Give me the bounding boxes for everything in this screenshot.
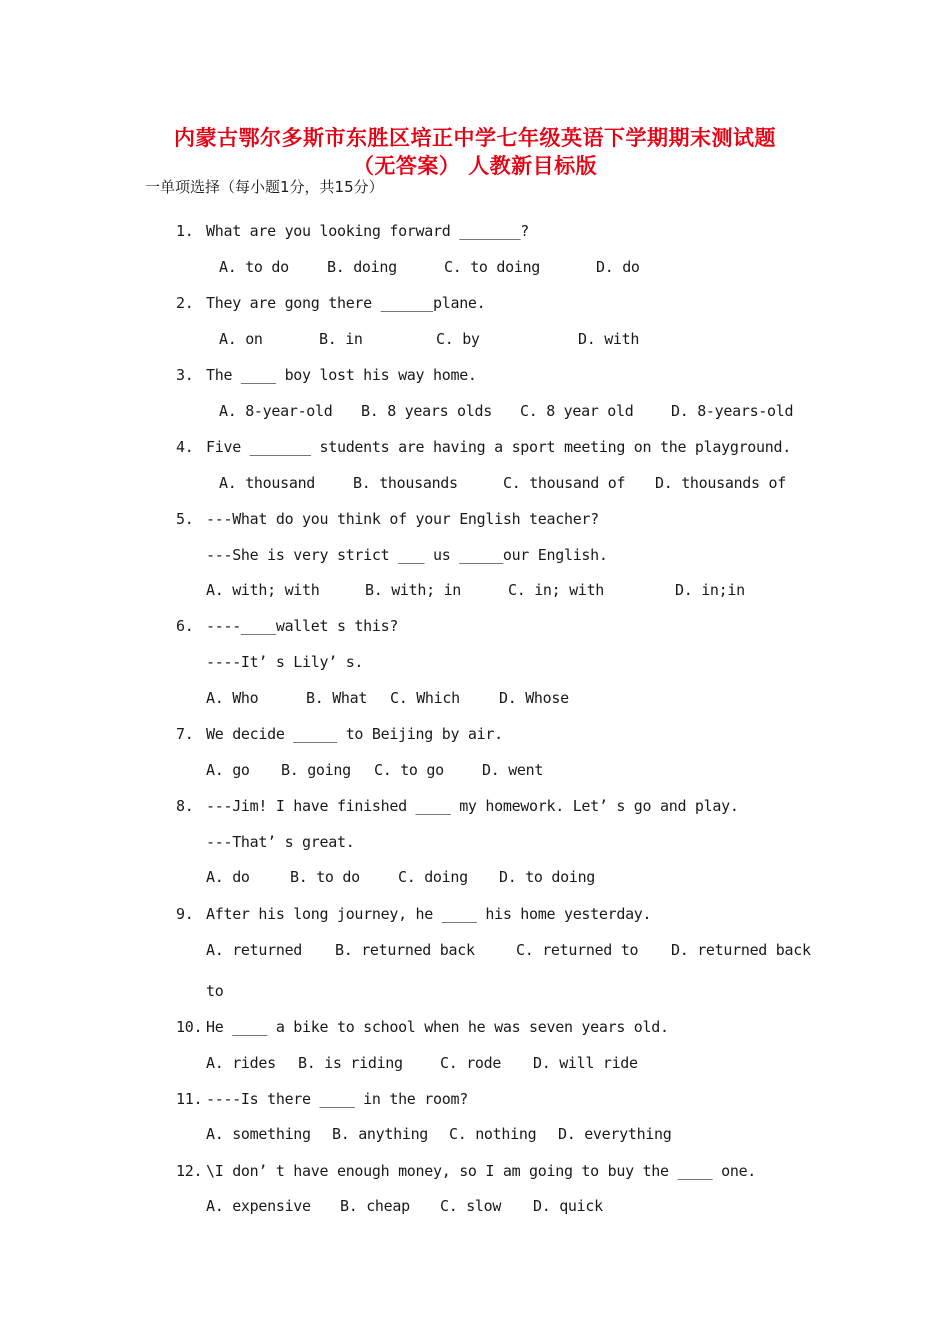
answer-option-d: D. went [482,761,544,779]
answer-option-d: D. in;in [675,581,745,599]
answer-option-wrap: to [206,982,224,1000]
question-number: 3. [176,366,194,384]
answer-option-b: B. returned back [335,941,475,959]
question-dialogue-line: ----It’ s Lily’ s. [206,653,364,671]
answer-option-a: A. on [219,330,263,348]
question-number: 6. [176,617,194,635]
question-dialogue-line: ---That’ s great. [206,833,355,851]
answer-option-d: D. to doing [499,868,596,886]
answer-option-b: B. 8 years olds [361,402,492,420]
answer-option-c: C. slow [440,1197,502,1215]
answer-option-c: C. rode [440,1054,502,1072]
question-number: 5. [176,510,194,528]
answer-option-b: B. thousands [353,474,458,492]
question-stem: ---What do you think of your English teacher? [206,510,599,528]
answer-option-a: A. with; with [206,581,320,599]
answer-option-d: D. will ride [533,1054,638,1072]
answer-option-d: D. thousands of [655,474,786,492]
answer-option-a: A. 8-year-old [219,402,333,420]
answer-option-b: B. What [306,689,368,707]
document-title-line-1: 内蒙古鄂尔多斯市东胜区培正中学七年级英语下学期期末测试题 [174,126,776,150]
answer-option-c: C. 8 year old [520,402,634,420]
question-number: 4. [176,438,194,456]
answer-option-d: D. 8-years-old [671,402,794,420]
answer-option-c: C. returned to [516,941,639,959]
answer-option-a: A. Who [206,689,259,707]
answer-option-b: B. going [281,761,351,779]
question-number: 7. [176,725,194,743]
answer-option-c: C. Which [390,689,460,707]
answer-option-b: B. with; in [365,581,462,599]
answer-option-d: D. with [578,330,640,348]
question-number: 9. [176,905,194,923]
answer-option-d: D. do [596,258,640,276]
answer-option-c: C. to go [374,761,444,779]
answer-option-c: C. in; with [508,581,605,599]
answer-option-c: C. by [436,330,480,348]
answer-option-b: B. cheap [340,1197,410,1215]
answer-option-b: B. to do [290,868,360,886]
question-stem: We decide _____ to Beijing by air. [206,725,503,743]
answer-option-c: C. nothing [449,1125,537,1143]
answer-option-a: A. go [206,761,250,779]
answer-option-a: A. do [206,868,250,886]
question-number: 1. [176,222,194,240]
question-number: 12. [176,1162,203,1180]
answer-option-a: A. thousand [219,474,316,492]
question-number: 2. [176,294,194,312]
answer-option-c: C. thousand of [503,474,626,492]
answer-option-b: B. is riding [298,1054,403,1072]
question-stem: The ____ boy lost his way home. [206,366,477,384]
answer-option-a: A. expensive [206,1197,311,1215]
answer-option-b: B. anything [332,1125,429,1143]
question-stem: ----Is there ____ in the room? [206,1090,468,1108]
answer-option-a: A. something [206,1125,311,1143]
answer-option-a: A. to do [219,258,289,276]
answer-option-a: A. returned [206,941,303,959]
answer-option-d: D. quick [533,1197,603,1215]
question-stem: After his long journey, he ____ his home yesterday. [206,905,652,923]
document-title-line-2: （无答案） 人教新目标版 [352,154,598,178]
question-number: 11. [176,1090,203,1108]
section-heading: 一单项选择（每小题1分，共15分） [145,178,384,196]
answer-option-b: B. in [319,330,363,348]
question-stem: ----____wallet s this? [206,617,399,635]
question-number: 10. [176,1018,203,1036]
answer-option-d: D. returned back [671,941,811,959]
answer-option-c: C. to doing [444,258,541,276]
question-stem: They are gong there ______plane. [206,294,486,312]
question-dialogue-line: ---She is very strict ___ us _____our English. [206,546,608,564]
answer-option-c: C. doing [398,868,468,886]
question-stem: He ____ a bike to school when he was seven years old. [206,1018,669,1036]
answer-option-b: B. doing [327,258,397,276]
question-number: 8. [176,797,194,815]
question-stem: \I don’ t have enough money, so I am going to buy the ____ one. [206,1162,757,1180]
answer-option-d: D. everything [558,1125,672,1143]
question-stem: Five _______ students are having a sport meeting on the playground. [206,438,791,456]
question-stem: What are you looking forward _______? [206,222,530,240]
answer-option-d: D. Whose [499,689,569,707]
answer-option-a: A. rides [206,1054,276,1072]
question-stem: ---Jim! I have finished ____ my homework. Let’ s go and play. [206,797,739,815]
